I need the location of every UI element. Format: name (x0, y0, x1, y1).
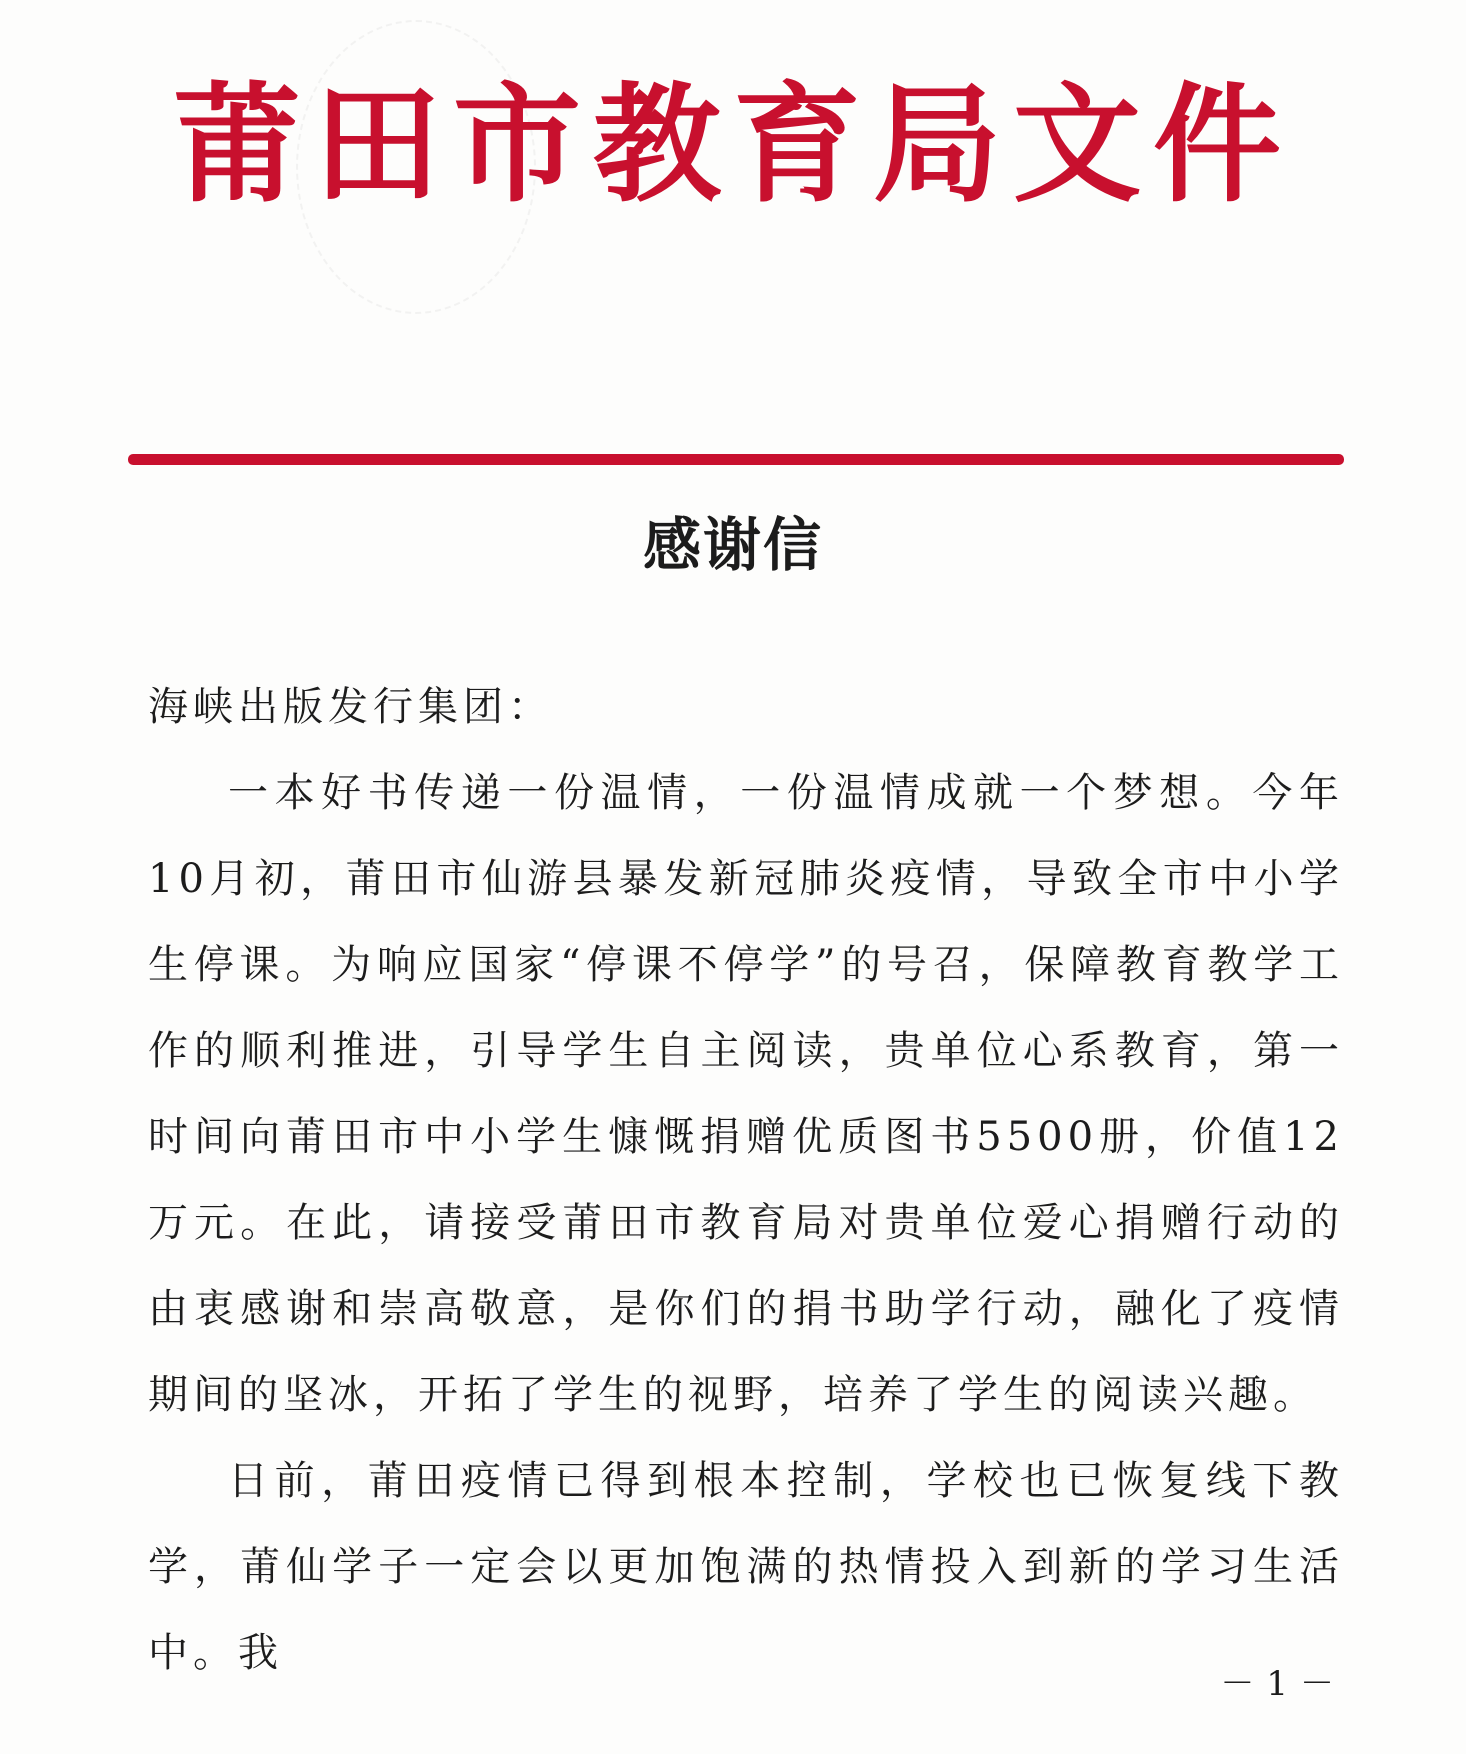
letter-salutation: 海峡出版发行集团： (148, 684, 553, 730)
document-header-title: 莆田市教育局文件 (172, 70, 1293, 220)
letter-paragraph-2: 日前，莆田疫情已得到根本控制，学校也已恢复线下教学，莆仙学子一定会以更加饱满的热情投入到新的学习生活中。我 (148, 1458, 1344, 1676)
page-number: －1－ (1220, 1664, 1346, 1704)
letter-paragraph-1: 一本好书传递一份温情，一份温情成就一个梦想。今年10月初，莆田市仙游县暴发新冠肺炎疫情，导致全市中小学生停课。为响应国家“停课不停学”的号召，保障教育教学工作的顺利推进，引导学生自主阅读，贵单位心系教育，第一时间向莆田市中小学生慷慨捐赠优质图书5500册，价值12万元。在此，请接受莆田市教育局对贵单位爱心捐赠行动的由衷感谢和崇高敬意，是你们的捐书助学行动，融化了疫情期间的坚冰，开拓了学生的视野，培养了学生的阅读兴趣。 (148, 770, 1344, 1418)
letter-body (148, 664, 1344, 1696)
letter-title: 感谢信 (642, 511, 823, 579)
header-red-rule (128, 454, 1344, 465)
